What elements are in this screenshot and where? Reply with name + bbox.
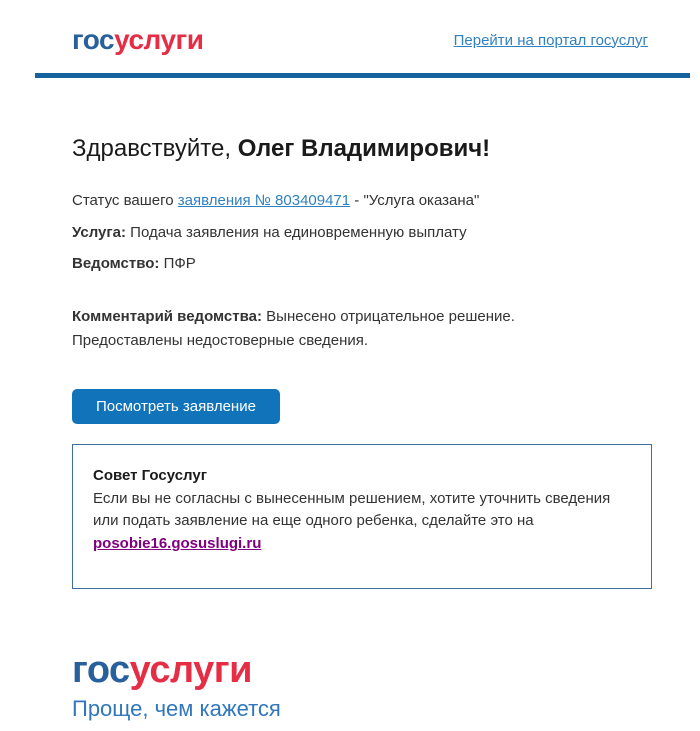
greeting-prefix: Здравствуйте, [72, 135, 238, 162]
gosuslugi-logo [72, 26, 203, 54]
footer-tagline: Проще, чем кажется [72, 696, 281, 721]
footer-logo-blue-part: гос [72, 649, 130, 691]
view-application-button[interactable]: Посмотреть заявление [72, 389, 280, 424]
comment-value: Вынесено отрицательное решение. Предоставлены недостоверные сведения. [72, 308, 515, 349]
status-suffix: - "Услуга оказана" [350, 192, 480, 209]
logo-red-part: услуги [114, 24, 204, 55]
email-footer [72, 648, 281, 722]
comment-line [72, 305, 620, 353]
email-body [0, 135, 700, 589]
greeting-heading [72, 135, 648, 163]
service-label: Услуга: [72, 224, 126, 241]
service-line [72, 224, 648, 242]
footer-gosuslugi-logo [72, 648, 281, 692]
advice-title: Совет Госуслуг [93, 467, 207, 484]
header-divider [35, 73, 690, 78]
department-value: ПФР [159, 255, 196, 272]
service-value: Подача заявления на единовременную выплату [126, 224, 467, 241]
logo-blue-part: гос [72, 24, 115, 55]
recipient-name: Олег Владимирович! [237, 135, 491, 162]
department-label: Ведомство: [72, 255, 160, 272]
footer-logo-red-part: услуги [129, 649, 252, 691]
status-prefix: Статус вашего [72, 192, 178, 209]
posobie-link[interactable]: posobie16.gosuslugi.ru [93, 535, 262, 552]
comment-label: Комментарий ведомства: [72, 308, 262, 325]
email-header [0, 0, 700, 56]
status-line [72, 192, 648, 210]
portal-link[interactable]: Перейти на портал госуслуг [453, 31, 648, 49]
advice-box [72, 444, 652, 589]
department-line [72, 255, 648, 273]
application-number-link[interactable]: заявления № 803409471 [177, 192, 351, 209]
advice-text: Если вы не согласны с вынесенным решением, хотите уточнить сведения или подать заявление на еще одного ребенка, сделайте это на [93, 490, 611, 529]
